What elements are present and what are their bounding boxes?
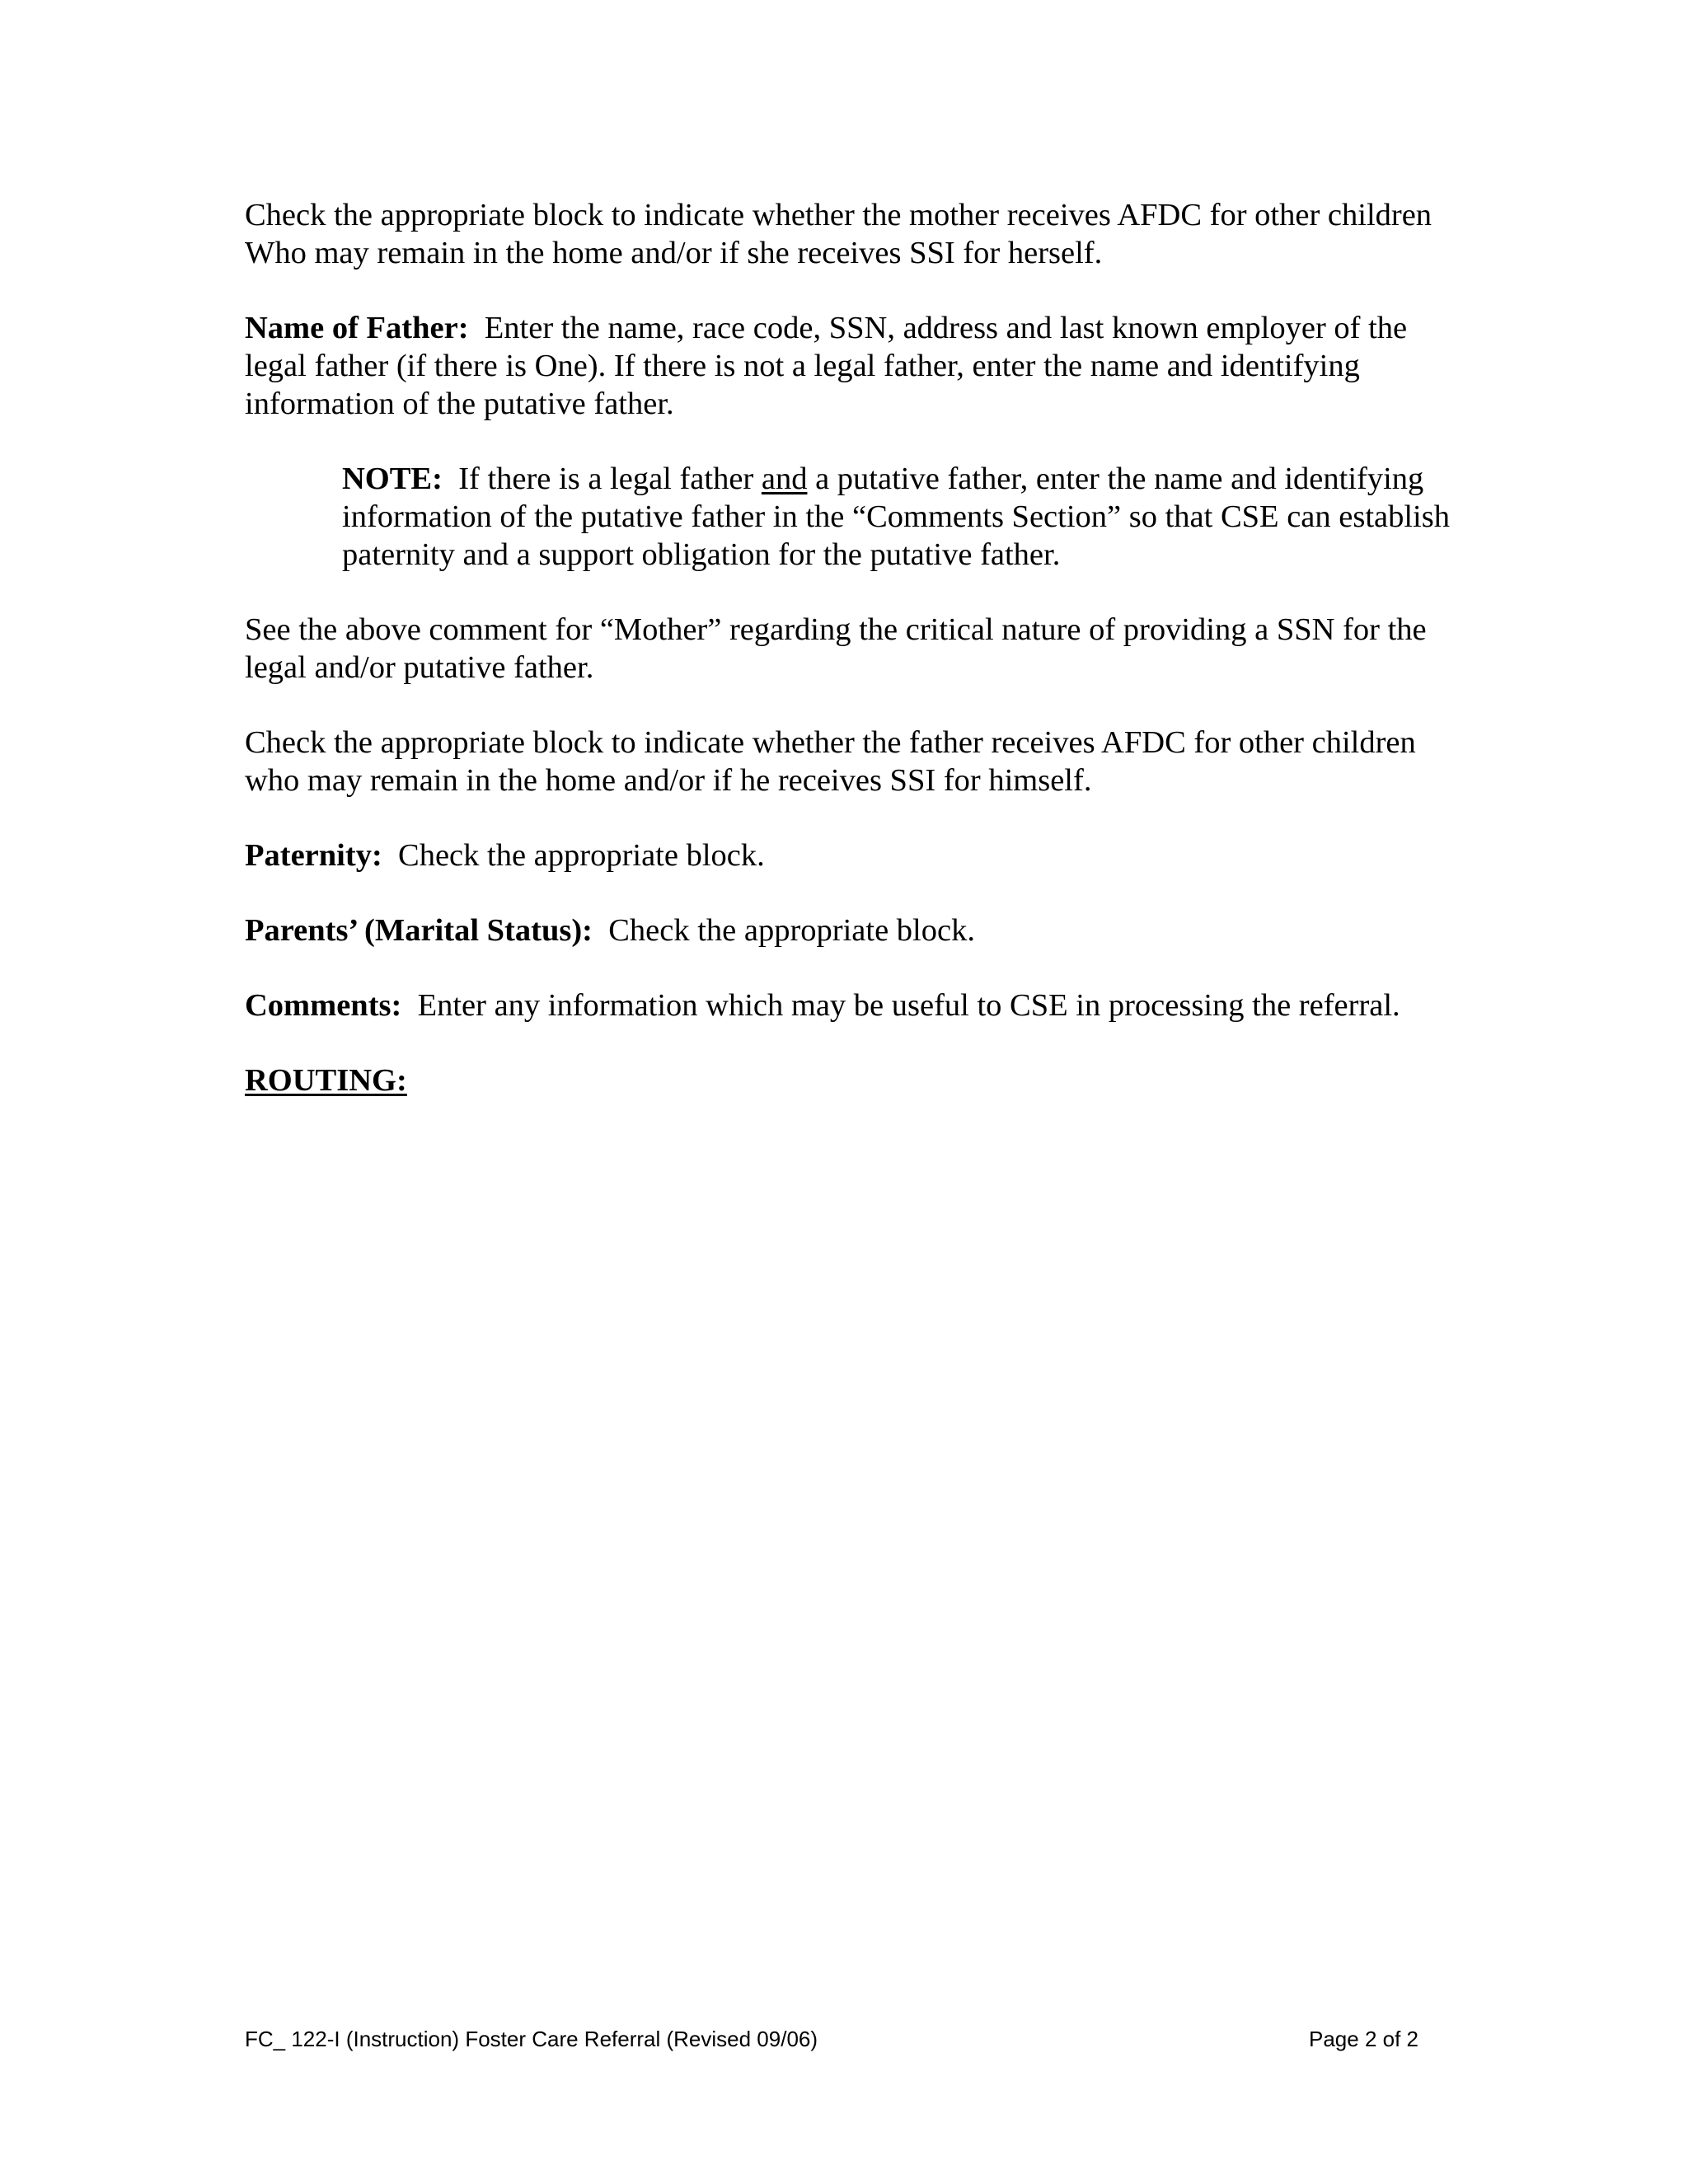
name-of-father-paragraph [245,309,1522,423]
mother-afdc-paragraph [245,196,1522,272]
note-underlined-word: and [761,462,808,496]
paragraph-line: legal father (if there is One). If there is not a legal father, enter the name and identifying [245,349,1360,383]
paragraph-line [245,837,1522,874]
paragraph-line [245,912,1522,949]
note-text-pre: If there is a legal father [458,462,754,496]
paragraph-line: Check the appropriate block to indicate whether the mother receives AFDC for other children [245,198,1432,232]
marital-status-heading: Parents’ (Marital Status): [245,913,593,948]
paternity-text: Check the appropriate block. [398,838,765,873]
note-text-post: a putative father, enter the name and identifying [815,462,1424,496]
document-body [245,196,1522,1137]
paragraph-line: legal and/or putative father. [245,650,594,685]
comments-paragraph [245,987,1522,1024]
ssn-comment-paragraph [245,611,1522,687]
paragraph-line: See the above comment for “Mother” regarding the critical nature of providing a SSN for the [245,612,1427,647]
marital-status-paragraph [245,912,1522,949]
page-number: Page 2 of 2 [1309,2027,1418,2051]
note-heading: NOTE: [342,462,443,496]
paternity-paragraph [245,837,1522,874]
comments-heading: Comments: [245,988,402,1023]
form-identifier: FC_ 122-I (Instruction) Foster Care Referral (Revised 09/06) [245,2027,818,2051]
paragraph-line [245,309,1522,347]
paragraph-line: information of the putative father in the “Comments Section” so that CSE can establish [342,499,1450,534]
paragraph-line: who may remain in the home and/or if he receives SSI for himself. [245,763,1092,798]
routing-paragraph [245,1062,1522,1099]
name-of-father-heading: Name of Father: [245,311,469,345]
paternity-heading: Paternity: [245,838,382,873]
paragraph-line [342,460,1522,498]
marital-status-text: Check the appropriate block. [608,913,975,948]
routing-heading: ROUTING: [245,1063,407,1098]
paragraph-line [245,987,1522,1024]
comments-text: Enter any information which may be useful to CSE in processing the referral. [417,988,1400,1023]
name-of-father-text: Enter the name, race code, SSN, address and last known employer of the [484,311,1408,345]
note-paragraph [342,460,1522,574]
father-afdc-paragraph [245,724,1522,799]
paragraph-line: information of the putative father. [245,387,674,421]
paragraph-line: Check the appropriate block to indicate whether the father receives AFDC for other children [245,725,1416,760]
paragraph-line: paternity and a support obligation for the putative father. [342,537,1061,572]
paragraph-line: Who may remain in the home and/or if she receives SSI for herself. [245,236,1103,270]
